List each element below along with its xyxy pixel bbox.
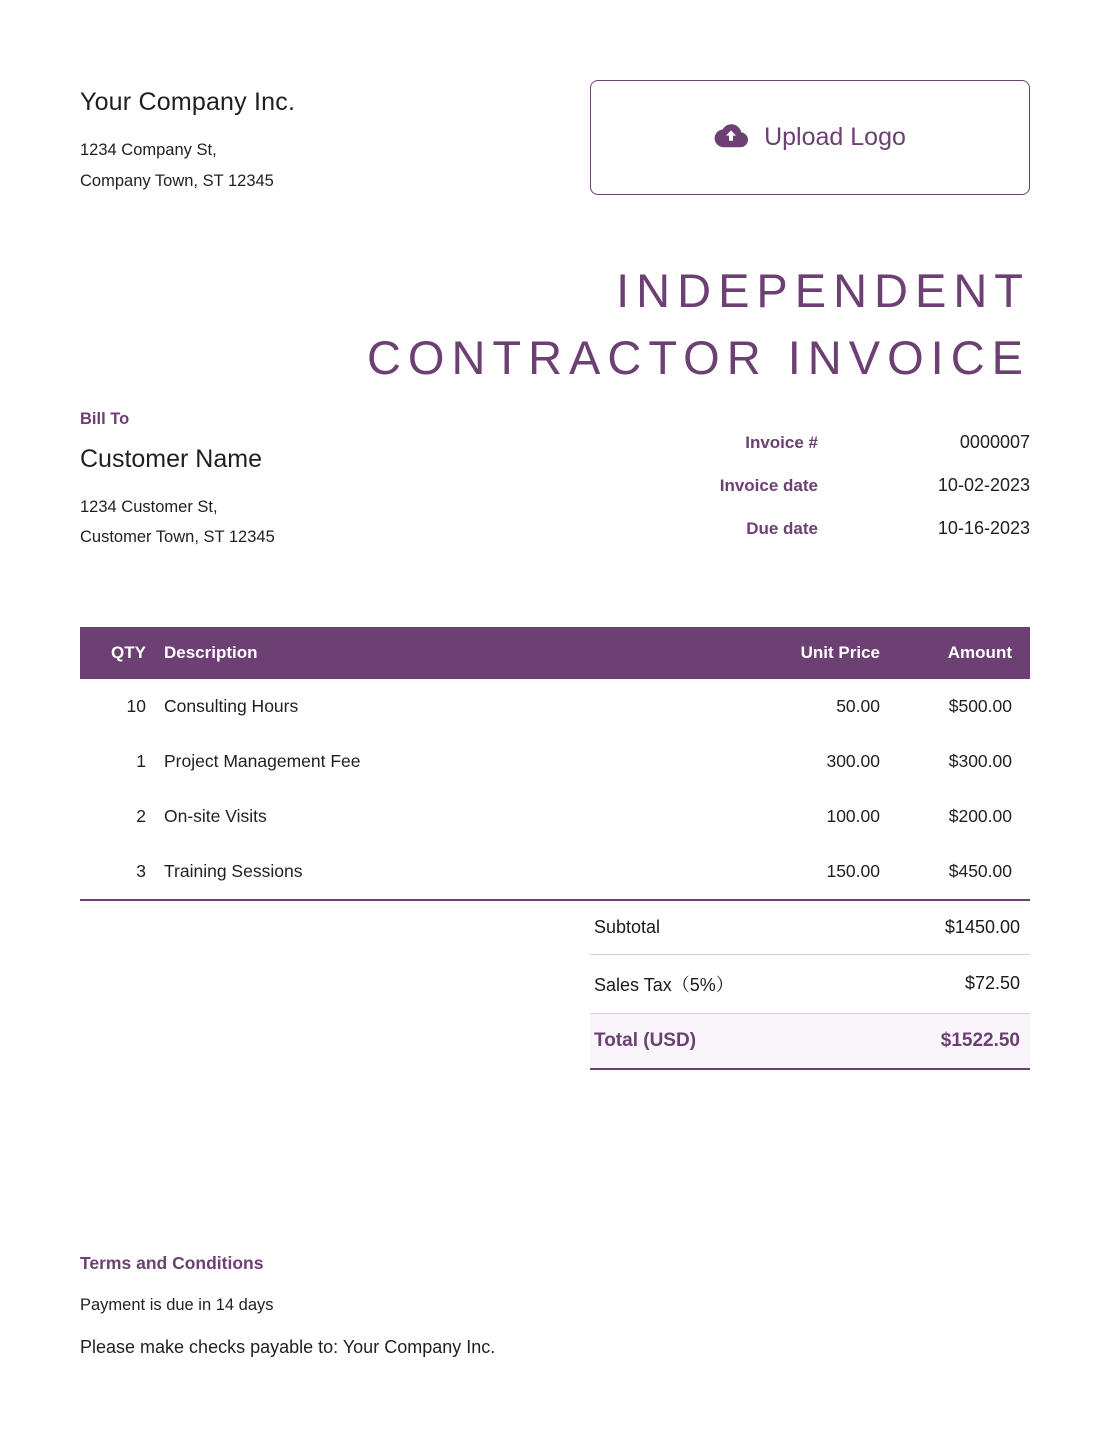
invoice-meta	[590, 432, 1030, 561]
column-header-amount: Amount	[880, 627, 1030, 679]
meta-value-invoice-number: 0000007	[959, 431, 1030, 452]
company-name: Your Company Inc.	[80, 88, 296, 116]
meta-label-invoice-number: Invoice #	[745, 432, 818, 452]
line-items-body	[80, 679, 1030, 900]
totals-row-sales-tax	[590, 955, 1030, 1014]
meta-value-invoice-date: 10-02-2023	[937, 474, 1030, 495]
bill-to-block	[80, 410, 275, 553]
cell-unit-price: 300.00	[826, 750, 880, 771]
totals-label-subtotal: Subtotal	[594, 916, 661, 937]
customer-address-line-1: 1234 Customer St,	[80, 497, 218, 516]
page-title-line-1: INDEPENDENT	[616, 264, 1030, 318]
upload-logo-button[interactable]	[590, 80, 1030, 195]
meta-row-invoice-date	[590, 475, 1030, 496]
cell-description: Project Management Fee	[164, 750, 361, 771]
bill-to-label: Bill To	[80, 409, 130, 428]
meta-label-invoice-date: Invoice date	[719, 475, 818, 495]
cell-amount: $450.00	[880, 844, 1030, 900]
totals-value-grand-total: $1522.50	[940, 1029, 1020, 1051]
totals-label-grand-total: Total (USD)	[594, 1029, 697, 1051]
column-header-description: Description	[146, 627, 710, 679]
meta-row-invoice-number	[590, 432, 1030, 453]
company-block	[80, 80, 295, 196]
totals-row-grand-total	[590, 1014, 1030, 1070]
cell-amount: $200.00	[948, 805, 1012, 826]
table-row	[80, 679, 1030, 734]
customer-address-line-2: Customer Town, ST 12345	[80, 528, 275, 547]
bill-to-and-meta	[80, 410, 1030, 561]
terms-title: Terms and Conditions	[80, 1253, 264, 1273]
meta-label-due-date: Due date	[746, 518, 818, 538]
line-items-header	[80, 627, 1030, 679]
cell-description: On-site Visits	[164, 805, 267, 826]
cell-description: Consulting Hours	[164, 695, 299, 716]
company-address-line-1: 1234 Company St,	[80, 141, 217, 159]
terms-line-1: Payment is due in 14 days	[80, 1296, 274, 1314]
table-row	[80, 844, 1030, 900]
totals-value-sales-tax: $72.50	[964, 973, 1020, 993]
cell-unit-price: 50.00	[836, 695, 880, 716]
meta-row-due-date	[590, 518, 1030, 539]
totals-value-subtotal: $1450.00	[944, 916, 1020, 937]
cell-amount: $300.00	[948, 750, 1012, 771]
column-header-qty: QTY	[80, 627, 146, 679]
totals-row-subtotal	[590, 901, 1030, 955]
table-row	[80, 734, 1030, 789]
invoice-header	[80, 80, 1030, 196]
cell-qty: 1	[136, 750, 146, 771]
cell-amount: $500.00	[948, 695, 1012, 716]
totals-label-sales-tax: Sales Tax（5%）	[594, 974, 734, 995]
meta-value-due-date: 10-16-2023	[937, 517, 1030, 538]
line-items-table	[80, 627, 1030, 901]
terms-line-2: Please make checks payable to: Your Company Inc.	[80, 1337, 496, 1357]
customer-name: Customer Name	[80, 444, 262, 473]
cell-unit-price: 150.00	[710, 844, 880, 900]
cell-description: Training Sessions	[146, 844, 710, 900]
page-title	[80, 258, 1030, 391]
upload-logo-label: Upload Logo	[764, 123, 906, 151]
cell-qty: 10	[126, 695, 146, 716]
column-header-unit-price: Unit Price	[710, 627, 880, 679]
terms-and-conditions	[80, 1253, 980, 1358]
cell-qty: 3	[80, 844, 146, 900]
table-row	[80, 789, 1030, 844]
totals-block	[590, 901, 1030, 1070]
company-address-line-2: Company Town, ST 12345	[80, 171, 274, 190]
cell-unit-price: 100.00	[826, 805, 880, 826]
table-header-row	[80, 627, 1030, 679]
cloud-upload-icon	[714, 122, 748, 153]
cell-qty: 2	[136, 805, 146, 826]
page-title-line-2: CONTRACTOR INVOICE	[366, 330, 1030, 384]
